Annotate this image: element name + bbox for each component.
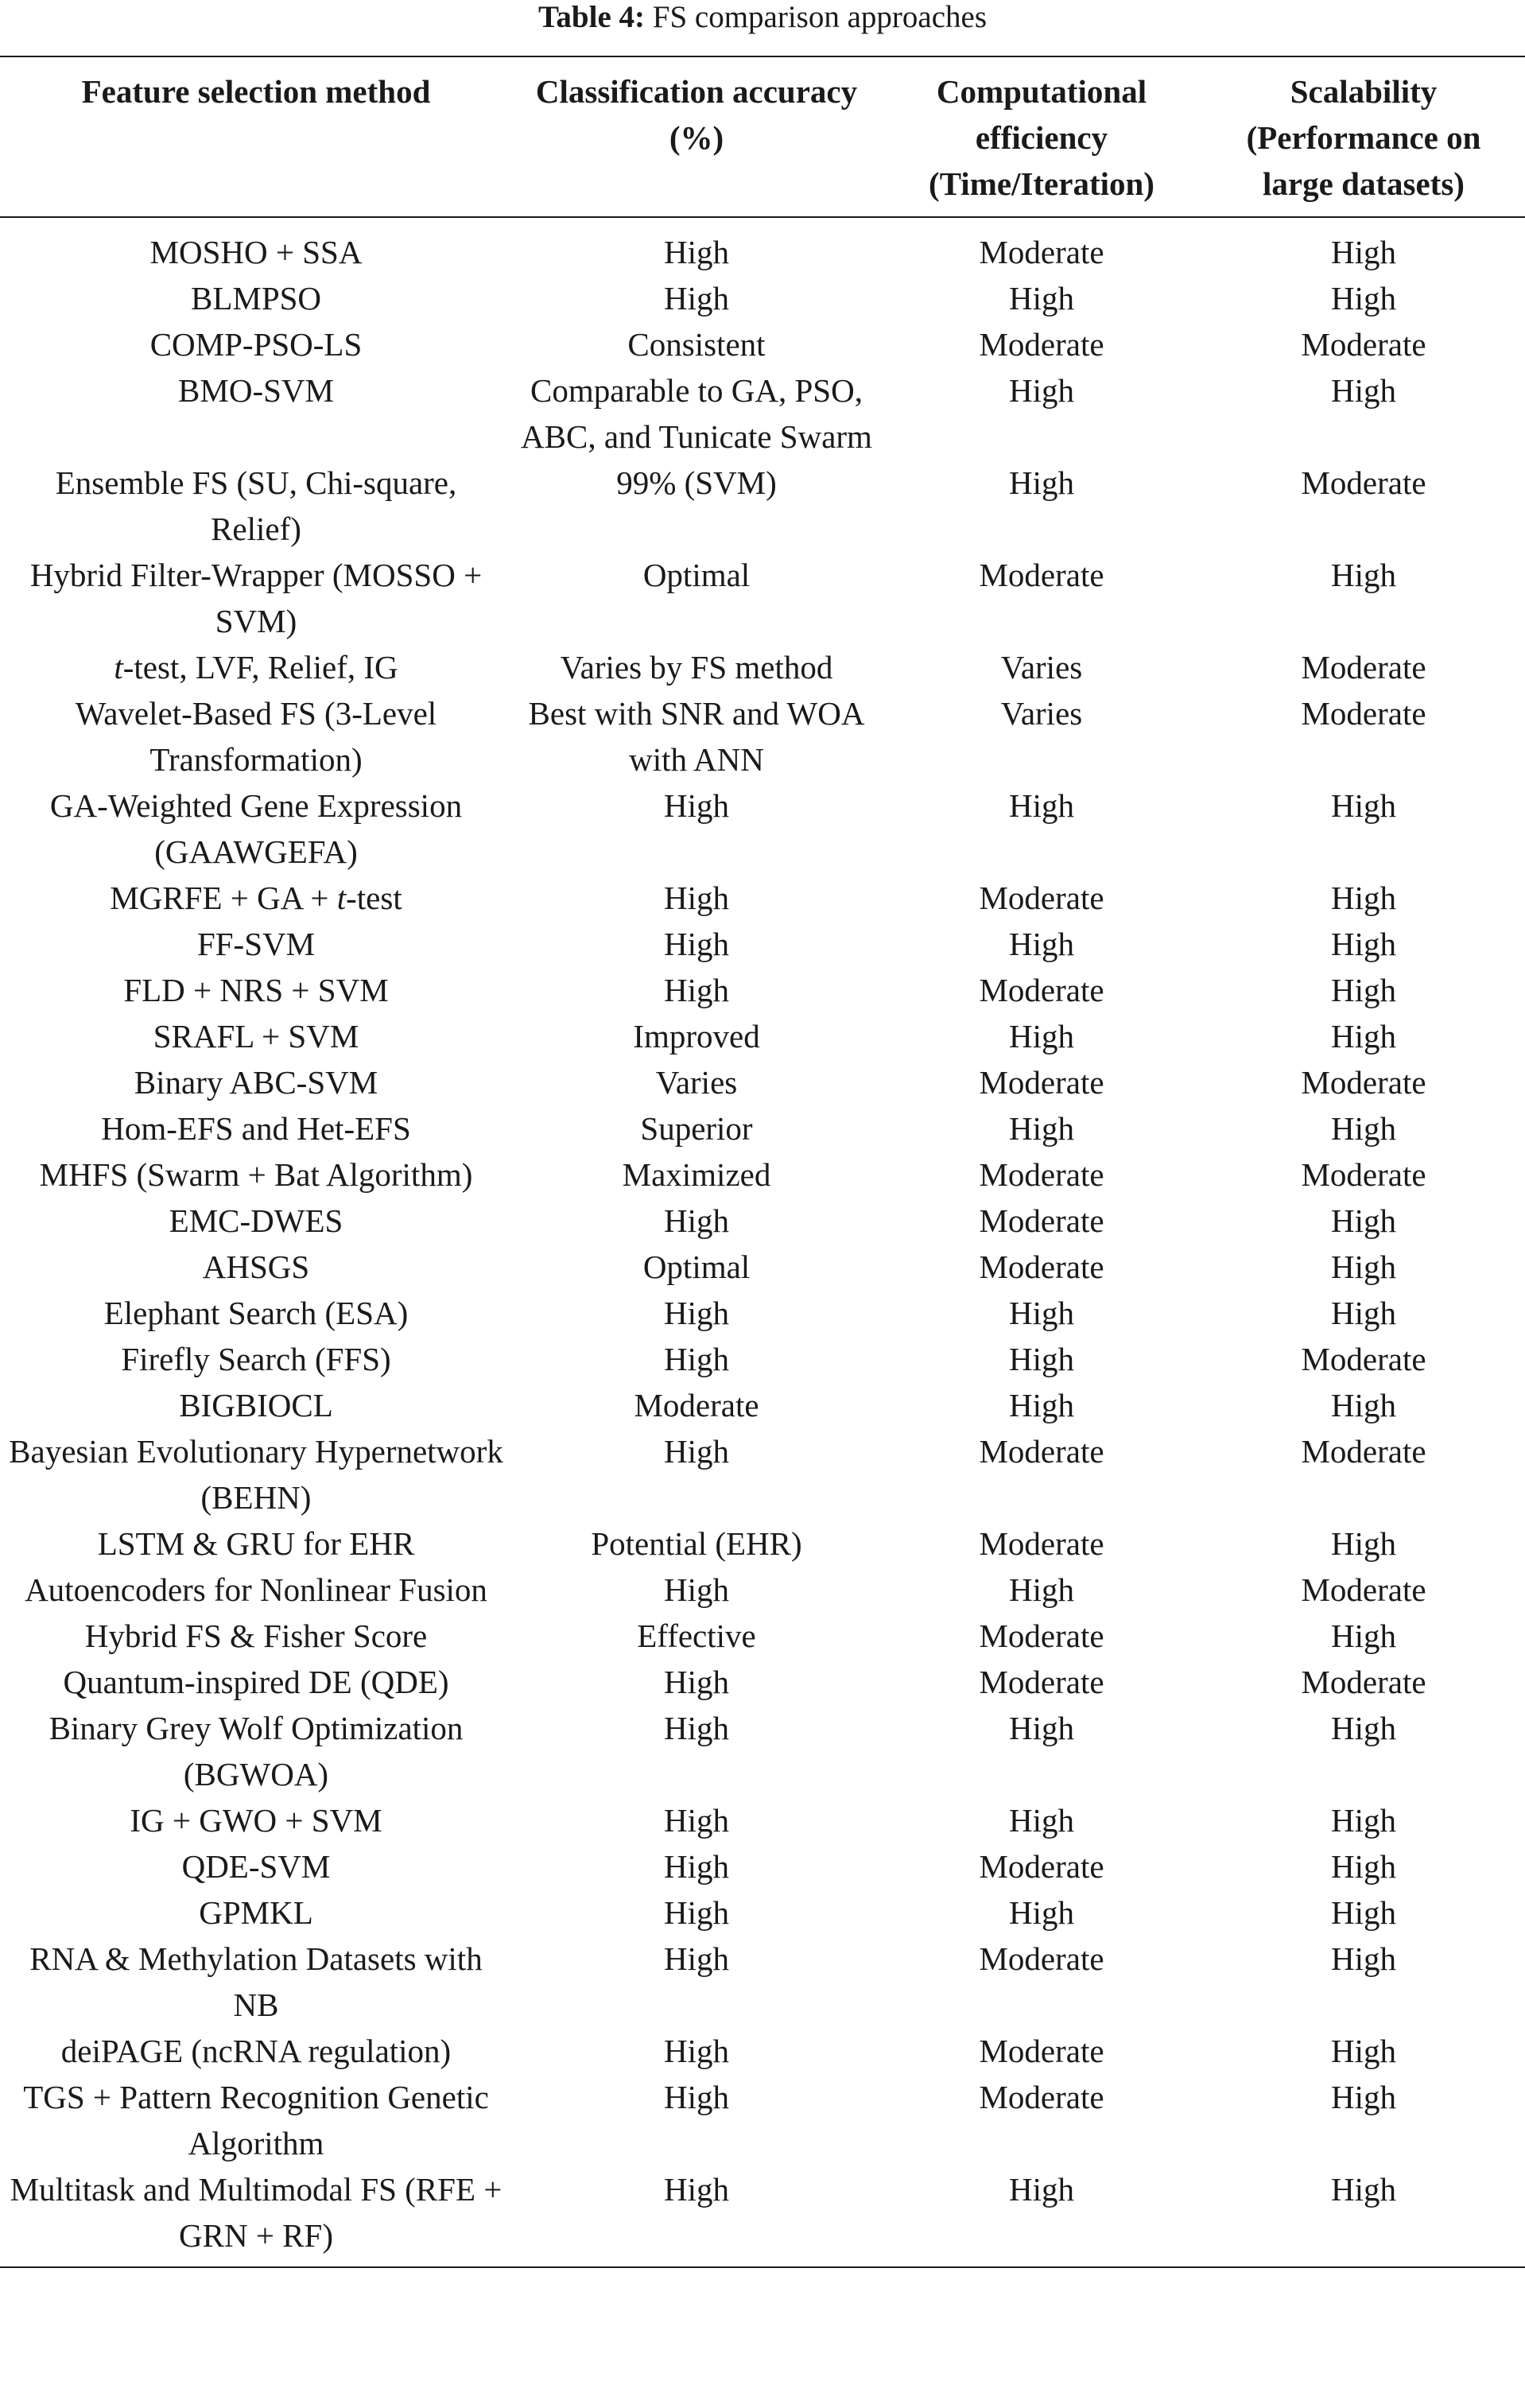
cell-accuracy: High — [664, 1202, 729, 1239]
cell-scalability: High — [1331, 1618, 1396, 1654]
cell-efficiency: High — [1009, 372, 1074, 409]
cell-scalability: High — [1331, 1202, 1396, 1239]
cell-accuracy: Improved — [633, 1018, 760, 1054]
cell-method: t-test, LVF, Relief, IG — [114, 649, 398, 686]
cell-accuracy: Consistent — [627, 326, 766, 363]
cell-scalability: Moderate — [1301, 1664, 1426, 1700]
cell-scalability: Moderate — [1301, 464, 1426, 501]
cell-scalability: High — [1331, 1018, 1396, 1054]
cell-accuracy: Best with SNR and WOA with ANN — [528, 695, 865, 778]
cell-method: FF-SVM — [196, 926, 316, 962]
table-row — [0, 1428, 1525, 1521]
cell-method: Ensemble FS (SU, Chi-square, Relief) — [55, 464, 457, 547]
cell-method: GPMKL — [199, 1894, 313, 1931]
cell-accuracy: High — [664, 1295, 729, 1331]
cell-accuracy: Superior — [640, 1110, 753, 1147]
table-row — [0, 1059, 1525, 1105]
cell-accuracy: High — [664, 1710, 729, 1746]
cell-scalability: High — [1331, 1110, 1396, 1147]
header-scalability: Scalability (Performance on large datasets) — [1246, 73, 1481, 202]
cell-method: SRAFL + SVM — [153, 1018, 359, 1054]
cell-scalability: Moderate — [1301, 649, 1426, 686]
cell-scalability: Moderate — [1301, 1433, 1426, 1470]
table-row — [0, 1567, 1525, 1613]
cell-method: COMP-PSO-LS — [149, 326, 363, 363]
table-row — [0, 1659, 1525, 1705]
cell-scalability: High — [1331, 1940, 1396, 1977]
table-row — [0, 875, 1525, 921]
cell-efficiency: Moderate — [979, 1249, 1104, 1285]
cell-accuracy: Potential (EHR) — [591, 1525, 802, 1562]
table-row — [0, 921, 1525, 967]
cell-accuracy: High — [664, 1848, 729, 1885]
cell-method: Bayesian Evolutionary Hypernetwork (BEHN) — [9, 1433, 503, 1516]
table-row — [0, 1843, 1525, 1890]
cell-accuracy: High — [664, 234, 729, 270]
cell-accuracy: High — [664, 2171, 729, 2208]
fs-comparison-table — [0, 56, 1525, 2268]
cell-method: Multitask and Multimodal FS (RFE + GRN + RF) — [10, 2171, 503, 2254]
table-header — [0, 56, 1525, 217]
cell-efficiency: High — [1009, 1018, 1074, 1054]
cell-scalability: High — [1331, 787, 1396, 824]
table-row — [0, 2166, 1525, 2267]
cell-method: GA-Weighted Gene Expression (GAAWGEFA) — [49, 787, 463, 870]
table-row — [0, 1290, 1525, 1336]
cell-method: LSTM & GRU for EHR — [97, 1525, 415, 1562]
cell-method: Wavelet-Based FS (3-Level Transformation) — [75, 695, 437, 778]
cell-method: AHSGS — [202, 1249, 310, 1285]
cell-scalability: Moderate — [1301, 1341, 1426, 1377]
cell-efficiency: Moderate — [979, 1525, 1104, 1562]
cell-accuracy: High — [664, 1894, 729, 1931]
cell-method: FLD + NRS + SVM — [123, 972, 389, 1008]
cell-efficiency: High — [1009, 787, 1074, 824]
table-row — [0, 1336, 1525, 1382]
cell-efficiency: Moderate — [979, 326, 1104, 363]
cell-efficiency: Moderate — [979, 880, 1104, 916]
cell-accuracy: High — [664, 2079, 729, 2115]
table-row — [0, 1198, 1525, 1244]
cell-efficiency: High — [1009, 1295, 1074, 1331]
cell-accuracy: Maximized — [622, 1156, 771, 1193]
cell-method: Elephant Search (ESA) — [103, 1295, 409, 1331]
cell-scalability: High — [1331, 372, 1396, 409]
cell-scalability: High — [1331, 1802, 1396, 1839]
cell-efficiency: Moderate — [979, 1848, 1104, 1885]
table-row — [0, 2028, 1525, 2074]
cell-scalability: High — [1331, 1848, 1396, 1885]
cell-accuracy: High — [664, 1664, 729, 1700]
cell-scalability: High — [1331, 1894, 1396, 1931]
cell-method: deiPAGE (ncRNA regulation) — [60, 2033, 452, 2069]
table-row — [0, 783, 1525, 875]
cell-scalability: Moderate — [1301, 695, 1426, 732]
cell-scalability: High — [1331, 557, 1396, 593]
cell-efficiency: Moderate — [979, 1664, 1104, 1700]
cell-efficiency: High — [1009, 1710, 1074, 1746]
header-feature-selection-method: Feature selection method — [81, 73, 431, 110]
cell-efficiency: Varies — [1000, 695, 1083, 732]
cell-accuracy: Moderate — [634, 1387, 759, 1423]
cell-accuracy: High — [664, 2033, 729, 2069]
cell-efficiency: High — [1009, 464, 1074, 501]
cell-scalability: High — [1331, 1295, 1396, 1331]
cell-method: QDE-SVM — [181, 1848, 331, 1885]
table-caption-text: FS comparison approaches — [645, 0, 987, 34]
header-row — [0, 56, 1525, 217]
cell-accuracy: Optimal — [642, 1249, 751, 1285]
cell-scalability: Moderate — [1301, 1156, 1426, 1193]
cell-scalability: High — [1331, 1525, 1396, 1562]
cell-method: RNA & Methylation Datasets with NB — [29, 1940, 483, 2023]
cell-efficiency: Moderate — [979, 2079, 1104, 2115]
cell-scalability: Moderate — [1301, 1571, 1426, 1608]
cell-scalability: High — [1331, 2171, 1396, 2208]
cell-accuracy: Varies — [655, 1064, 738, 1101]
cell-scalability: High — [1331, 280, 1396, 317]
cell-efficiency: Moderate — [979, 1433, 1104, 1470]
cell-efficiency: High — [1009, 926, 1074, 962]
cell-accuracy: High — [664, 972, 729, 1008]
cell-accuracy: High — [664, 1802, 729, 1839]
cell-method: TGS + Pattern Recognition Genetic Algorithm — [23, 2079, 489, 2161]
cell-scalability: Moderate — [1301, 1064, 1426, 1101]
cell-accuracy: High — [664, 1433, 729, 1470]
cell-efficiency: Varies — [1000, 649, 1083, 686]
t-statistic-symbol: t — [114, 649, 123, 686]
cell-scalability: High — [1331, 1387, 1396, 1423]
cell-efficiency: Moderate — [979, 972, 1104, 1008]
cell-method: MHFS (Swarm + Bat Algorithm) — [39, 1156, 473, 1193]
cell-method: Hybrid FS & Fisher Score — [84, 1618, 428, 1654]
table-row — [0, 217, 1525, 275]
table-row — [0, 1244, 1525, 1290]
cell-scalability: High — [1331, 1710, 1396, 1746]
cell-scalability: High — [1331, 880, 1396, 916]
cell-method: MGRFE + GA + t-test — [110, 880, 402, 916]
cell-method: BIGBIOCL — [179, 1387, 333, 1423]
cell-efficiency: Moderate — [979, 1618, 1104, 1654]
cell-efficiency: High — [1009, 1571, 1074, 1608]
cell-accuracy: High — [664, 1940, 729, 1977]
cell-scalability: High — [1331, 2079, 1396, 2115]
cell-scalability: High — [1331, 2033, 1396, 2069]
cell-accuracy: High — [664, 880, 729, 916]
table-row — [0, 1152, 1525, 1198]
header-computational-efficiency: Computational efficiency (Time/Iteration) — [929, 73, 1154, 202]
table-row — [0, 1013, 1525, 1059]
cell-accuracy: Effective — [637, 1618, 756, 1654]
cell-method: EMC-DWES — [169, 1202, 343, 1239]
table-row — [0, 1613, 1525, 1659]
cell-method: Hom-EFS and Het-EFS — [101, 1110, 411, 1147]
header-classification-accuracy: Classification accuracy (%) — [535, 73, 858, 156]
cell-scalability: Moderate — [1301, 326, 1426, 363]
cell-accuracy: Varies by FS method — [560, 649, 833, 686]
table-row — [0, 690, 1525, 783]
cell-method: Binary Grey Wolf Optimization (BGWOA) — [49, 1710, 464, 1792]
table-row — [0, 1105, 1525, 1152]
cell-method: Binary ABC-SVM — [134, 1064, 378, 1101]
cell-efficiency: High — [1009, 1894, 1074, 1931]
cell-efficiency: High — [1009, 1341, 1074, 1377]
cell-method: IG + GWO + SVM — [130, 1802, 382, 1839]
cell-accuracy: Comparable to GA, PSO, ABC, and Tunicate Swarm — [521, 372, 872, 455]
cell-efficiency: Moderate — [979, 234, 1104, 270]
table-row — [0, 967, 1525, 1013]
cell-accuracy: High — [664, 280, 729, 317]
cell-efficiency: High — [1009, 2171, 1074, 2208]
cell-method: Autoencoders for Nonlinear Fusion — [25, 1571, 487, 1608]
cell-method: MOSHO + SSA — [149, 234, 363, 270]
cell-accuracy: 99% (SVM) — [616, 464, 777, 501]
table-row — [0, 644, 1525, 690]
cell-scalability: High — [1331, 1249, 1396, 1285]
table-row — [0, 552, 1525, 644]
t-statistic-symbol: t — [336, 880, 347, 916]
cell-accuracy: High — [664, 1341, 729, 1377]
cell-accuracy: High — [664, 1571, 729, 1608]
cell-scalability: High — [1331, 234, 1396, 270]
cell-efficiency: Moderate — [979, 1940, 1104, 1977]
table-row — [0, 1521, 1525, 1567]
cell-accuracy: High — [664, 787, 729, 824]
table-row — [0, 275, 1525, 321]
cell-scalability: High — [1331, 926, 1396, 962]
cell-efficiency: Moderate — [979, 1202, 1104, 1239]
cell-efficiency: Moderate — [979, 557, 1104, 593]
table-row — [0, 1890, 1525, 1936]
cell-efficiency: High — [1009, 280, 1074, 317]
table-body — [0, 217, 1525, 2267]
cell-accuracy: High — [664, 926, 729, 962]
cell-efficiency: Moderate — [979, 1156, 1104, 1193]
cell-method: BMO-SVM — [178, 372, 334, 409]
cell-efficiency: Moderate — [979, 1064, 1104, 1101]
table-row — [0, 321, 1525, 367]
cell-method: Quantum-inspired DE (QDE) — [63, 1664, 449, 1700]
cell-efficiency: Moderate — [979, 2033, 1104, 2069]
cell-accuracy: Optimal — [642, 557, 751, 593]
cell-efficiency: High — [1009, 1387, 1074, 1423]
table-caption-label: Table 4: — [537, 0, 645, 34]
cell-efficiency: High — [1009, 1110, 1074, 1147]
table-caption — [0, 0, 1525, 35]
cell-method: Hybrid Filter-Wrapper (MOSSO + SVM) — [29, 557, 483, 639]
cell-method: BLMPSO — [190, 280, 322, 317]
table-row — [0, 1936, 1525, 2028]
cell-efficiency: High — [1009, 1802, 1074, 1839]
table-row — [0, 1382, 1525, 1428]
cell-method: Firefly Search (FFS) — [121, 1341, 391, 1377]
table-row — [0, 460, 1525, 552]
table-row — [0, 1797, 1525, 1843]
table-row — [0, 2074, 1525, 2166]
table-row — [0, 1705, 1525, 1797]
cell-scalability: High — [1331, 972, 1396, 1008]
table-row — [0, 367, 1525, 460]
